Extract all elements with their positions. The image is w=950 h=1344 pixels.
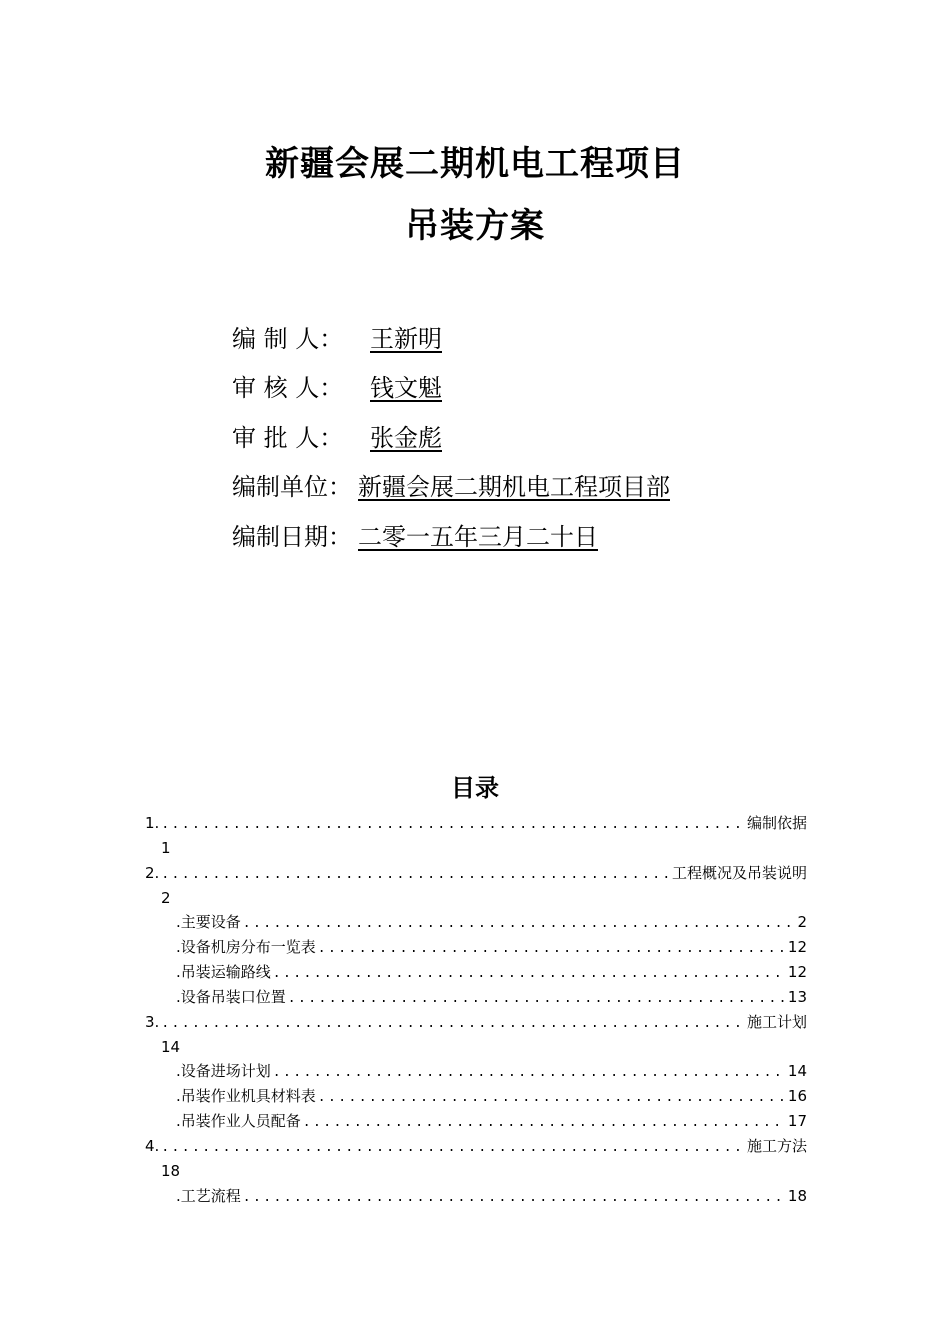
toc-entry[interactable] <box>176 910 807 934</box>
info-label: 审 批 人： <box>232 424 344 452</box>
toc-number: . <box>176 1112 181 1130</box>
toc-page-number: 14 <box>787 1062 807 1080</box>
toc-number: 3. <box>145 1013 160 1031</box>
document-title: 新疆会展二期机电工程项目 <box>265 144 685 184</box>
toc-entry[interactable] <box>176 1059 807 1083</box>
info-row-reviewer <box>232 373 454 403</box>
toc-number: . <box>176 938 181 956</box>
info-label: 编制单位： <box>232 473 352 501</box>
info-value: 王新明 <box>370 325 442 353</box>
toc-number: . <box>176 913 181 931</box>
info-row-author <box>232 324 454 354</box>
toc-entry[interactable] <box>176 985 807 1009</box>
toc-leader <box>318 937 786 961</box>
toc-page-number: 13 <box>787 988 807 1006</box>
info-label: 编 制 人： <box>232 325 344 353</box>
toc-label: 设备进场计划 <box>180 1062 271 1080</box>
toc-number: . <box>176 963 181 981</box>
toc-page-number: 12 <box>787 938 807 956</box>
toc-heading: 工程概况及吊装说明 <box>671 864 807 882</box>
toc-leader <box>303 1111 786 1135</box>
toc-heading: 施工计划 <box>746 1013 807 1031</box>
toc-page-number: 16 <box>787 1087 807 1105</box>
toc-label: 主要设备 <box>180 913 241 931</box>
toc-leader <box>273 1061 786 1085</box>
toc-leader <box>161 863 670 887</box>
info-value: 钱文魁 <box>370 374 442 402</box>
toc-page-number: 2 <box>797 913 807 931</box>
toc-page-number: 1 <box>161 839 171 857</box>
toc-entry[interactable] <box>176 1109 807 1133</box>
info-row-date <box>232 522 598 552</box>
info-label: 审 核 人： <box>232 374 344 402</box>
info-label: 编制日期： <box>232 523 352 551</box>
document-subtitle: 吊装方案 <box>405 206 545 246</box>
toc-page-number: 17 <box>787 1112 807 1130</box>
toc-leader <box>318 1086 786 1110</box>
info-value: 新疆会展二期机电工程项目部 <box>358 473 670 501</box>
toc-leader <box>273 962 786 986</box>
toc-entry[interactable] <box>176 960 807 984</box>
toc-entry[interactable] <box>145 1134 807 1158</box>
toc-label: 吊装运输路线 <box>180 963 271 981</box>
toc-page-number: 14 <box>161 1038 181 1056</box>
toc-number: 4. <box>145 1137 160 1155</box>
toc-leader <box>243 912 796 936</box>
toc-label: 吊装作业人员配备 <box>180 1112 301 1130</box>
info-row-organization <box>232 472 670 502</box>
toc-heading: 施工方法 <box>746 1137 807 1155</box>
toc-number: . <box>176 1062 181 1080</box>
toc-title: 目录 <box>451 774 499 802</box>
toc-number: . <box>176 988 181 1006</box>
toc-number: . <box>176 1087 181 1105</box>
toc-heading: 编制依据 <box>746 814 807 832</box>
info-value: 二零一五年三月二十日 <box>358 523 598 551</box>
toc-entry[interactable] <box>176 1084 807 1108</box>
info-value: 张金彪 <box>370 424 442 452</box>
toc-entry[interactable] <box>176 935 807 959</box>
toc-entry[interactable] <box>145 811 807 835</box>
toc-entry[interactable] <box>145 1010 807 1034</box>
toc-leader <box>161 1012 745 1036</box>
toc-label: 吊装作业机具材料表 <box>180 1087 316 1105</box>
toc-number: 2. <box>145 864 160 882</box>
info-row-approver <box>232 423 454 453</box>
toc-page-number: 18 <box>787 1187 807 1205</box>
toc-page-number: 18 <box>161 1162 181 1180</box>
toc-page-number: 12 <box>787 963 807 981</box>
toc-entry[interactable] <box>145 861 807 885</box>
toc-label: 设备机房分布一览表 <box>180 938 316 956</box>
toc-label: 设备吊装口位置 <box>180 988 286 1006</box>
toc-page-number: 2 <box>161 889 171 907</box>
toc-leader <box>243 1186 786 1210</box>
toc-number: 1. <box>145 814 160 832</box>
toc-leader <box>161 813 745 837</box>
toc-label: 工艺流程 <box>180 1187 241 1205</box>
toc-number: . <box>176 1187 181 1205</box>
toc-entry[interactable] <box>176 1184 807 1208</box>
toc-leader <box>161 1136 745 1160</box>
toc-leader <box>288 987 786 1011</box>
